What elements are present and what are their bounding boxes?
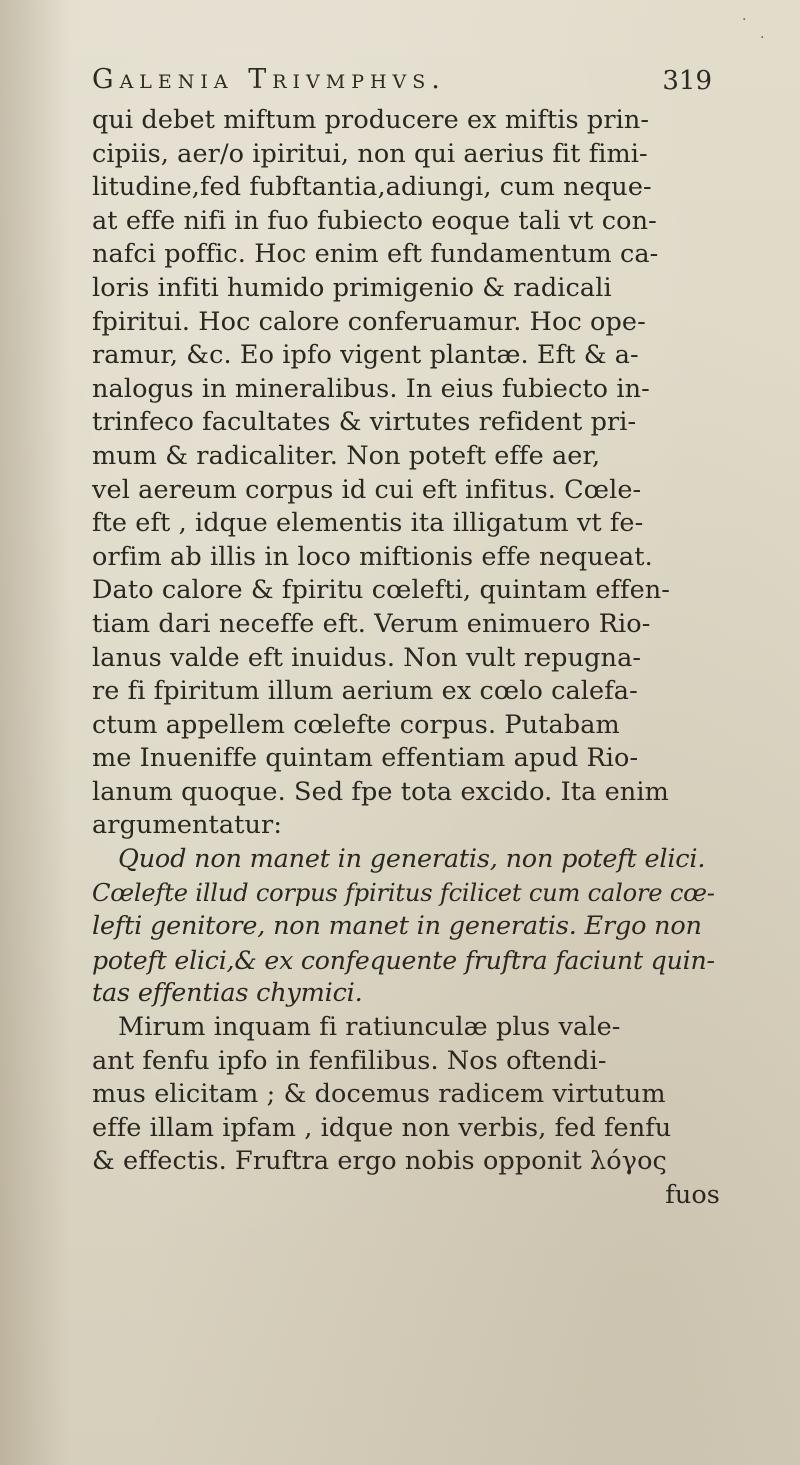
text-line: effe illam ipfam , idque non verbis, fed fenfu [92,1112,672,1143]
paper-speck: · [742,12,747,28]
text-line: Dato calore & fpiritu cœlefti, quintam effen- [92,575,671,606]
text-line: nafci poffic. Hoc enim eft fundamentum ca- [92,239,659,270]
text-line: ctum appellem cœlefte corpus. Putabam [92,709,620,740]
text-line: argumentatur: [92,810,283,841]
page-number: 319 [662,66,712,96]
text-line: trinfeco facultates & virtutes refident pri- [92,407,637,438]
text-line: at effe nifi in fuo fubiecto eoque tali vt con- [92,205,657,236]
text-line: qui debet miftum producere ex miftis prin- [92,105,650,135]
text-line: lanum quoque. Sed fpe tota excido. Ita enim [92,776,669,807]
text-line: re fi fpiritum illum aerium ex cœlo calefa- [92,676,638,707]
text-line: fpiritui. Hoc calore conferuamur. Hoc ope- [92,306,646,337]
text-line: ramur, &c. Eo ipfo vigent plantæ. Eft & a- [92,340,639,371]
text-line: Quod non manet in generatis, non poteft elici. [118,844,706,875]
text-line: orfim ab illis in loco miftionis effe nequeat. [92,541,653,572]
text-line: Cœlefte illud corpus fpiritus fcilicet cum calore cœ- [92,878,715,907]
paper-speck: · [760,30,765,46]
text-line: litudine,fed fubftantia,adiungi, cum neque- [92,172,652,203]
text-line: vel aereum corpus id cui eft infitus. Cœle- [92,474,642,505]
text-line: me Inueniffe quintam effentiam apud Rio- [92,743,639,774]
binding-shadow [0,0,70,1465]
text-line: lefti genitore, non manet in generatis. Ergo non [92,911,702,942]
text-line: lanus valde eft inuidus. Non vult repugna- [92,642,642,673]
text-line: mum & radicaliter. Non poteft effe aer, [92,440,601,471]
catchword: fuos [665,1180,720,1210]
page-header [92,64,712,104]
text-line: fte eft , idque elementis ita illigatum vt fe- [92,508,644,539]
text-line: nalogus in mineralibus. In eius fubiecto in- [92,373,650,404]
text-line: poteft elici,& ex confequente fruftra faciunt quin- [92,945,715,975]
text-line: & effectis. Fruftra ergo nobis opponit λόγος [92,1146,667,1177]
text-line: ant fenfu ipfo in fenfilibus. Nos oftendi- [92,1045,607,1076]
text-line: cipiis, aer/o ipiritui, non qui aerius fit fimi- [92,138,648,169]
text-line: mus elicitam ; & docemus radicem virtutum [92,1079,666,1110]
running-head: Galenia Trivmphvs. [92,64,446,95]
text-line: tas effentias chymici. [92,978,363,1009]
text-line: tiam dari neceffe eft. Verum enimuero Rio- [92,608,651,639]
text-line: Mirum inquam fi ratiunculæ plus vale- [118,1012,621,1043]
text-line: loris infiti humido primigenio & radicali [92,272,612,303]
body-text [92,104,722,1213]
